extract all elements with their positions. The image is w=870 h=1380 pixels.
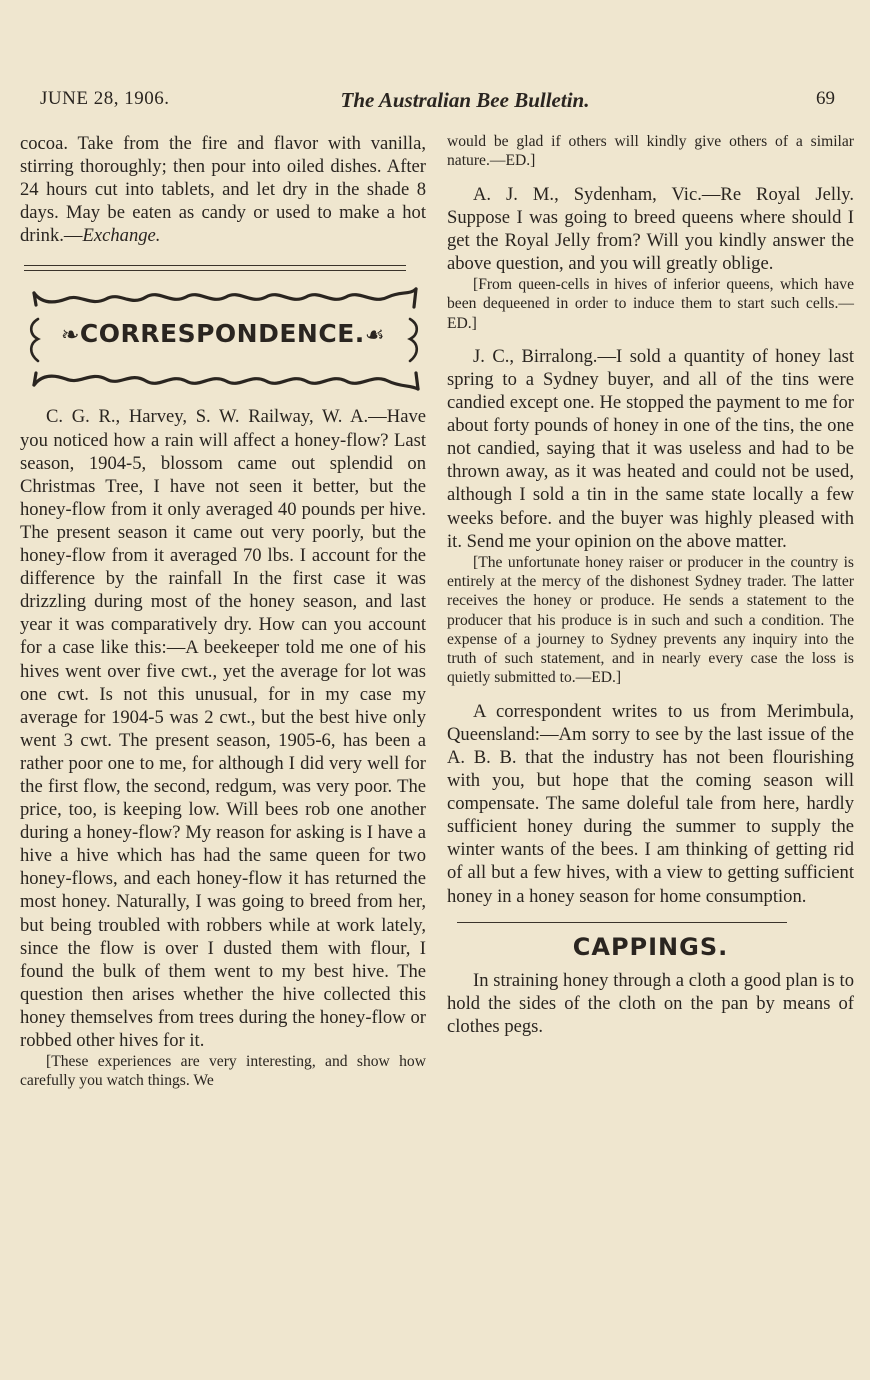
editor-reply-jc: [The unfortunate honey raiser or producer in the country is entirely at the mercy of the dishonest Sydney trader. The latter receives the honey or produce. He sends a statement to the producer that his produce is in such and such a condition. The expense of a journey to Sydney prevents any inquiry into the truth of such statement, and in nearly every case the loss is quietly submitted to.—ED.] bbox=[447, 553, 854, 687]
letter-jc: J. C., Birralong.—I sold a quantity of honey last spring to a Sydney buyer, and all of the tins were candied except one. He stopped the payment to me for about forty pounds of honey in one of the tins, the one not candied, saying that it was useless and had to be thrown away, as it was heated and could not be used, although I sold a tin in the same state locally a few weeks before. and the buyer was highly pleased with it. Send me your opinion on the above matter. bbox=[447, 345, 854, 552]
fleuron-right-icon: ☙ bbox=[364, 323, 386, 349]
recipe-source: Exchange. bbox=[82, 225, 161, 247]
left-column bbox=[20, 132, 426, 1091]
section-divider bbox=[24, 265, 406, 271]
recipe-paragraph: cocoa. Take from the fire and flavor with vanilla, stirring thoroughly; then pour into oiled dishes. After 24 hours cut into tablets, and let dry in the shade 8 days. May be eaten as candy or used to make a hot drink.—Exchange. bbox=[20, 133, 426, 247]
cappings-paragraph: In straining honey through a cloth a good plan is to hold the sides of the cloth on the pan by means of clothes pegs. bbox=[447, 969, 854, 1037]
page-number: 69 bbox=[816, 88, 835, 109]
editor-reply-ajm: [From queen-cells in hives of inferior queens, which have been dequeened in order to induce them to start such cells.—ED.] bbox=[447, 275, 854, 332]
right-column bbox=[447, 132, 854, 1038]
page-header bbox=[40, 88, 835, 114]
letter-cgr: C. G. R., Harvey, S. W. Railway, W. A.—Have you noticed how a rain will affect a honey-flow? Last season, 1904-5, blossom came out splendid on Christmas Tree, I have not seen it better, but the honey-flow from it only averaged 40 pounds per hive. The present season it came out very poorly, but the honey-flow from it averaged 70 lbs. I account for the difference by the rainfall In the first case it was drizzling during most of the honey season, and last year it was comparatively dry. How can you account for a case like this:—A beekeeper told me one of his hives went over five cwt., yet the average for lot was one cwt. Is not this unusual, for in my case my average for 1904-5 was 2 cwt., but the best hive only went 3 cwt. The present season, 1905-6, has been a rather poor one to me, for although I did very well for the first flow, the second, redgum, was very poor. The price, too, is keeping low. Will bees rob one another during a honey-flow? My reason for asking is I have a hive a hive which has had the same queen for two honey-flows, and each honey-flow it has returned the most honey. Naturally, I was going to breed from her, but being troubled with robbers while at work lately, since the flow is over I dusted them with flour, I found the bulk of them went to my best hive. The question then arises whether the hive collected this honey themselves from trees during the honey-flow or robbed other hives for it. bbox=[20, 406, 426, 1051]
editor-reply-cgr: [These experiences are very interesting, and show how carefully you watch things. We bbox=[20, 1053, 426, 1090]
letter-merimbula: A correspondent writes to us from Merimbula, Queensland:—Am sorry to see by the last issue of the A. B. B. that the industry has not been flourishing with you, but hope that the coming season will compensate. The same doleful tale from here, hardly sufficient honey during the summer to supply the winter wants of the bees. I am thinking of getting rid of all but a few hives, with a view to getting sufficient honey in a honey season for home consumption. bbox=[447, 700, 854, 907]
section-title: ❧CORRESPONDENCE.☙ bbox=[60, 319, 386, 349]
issue-date: JUNE 28, 1906. bbox=[40, 88, 170, 109]
editor-reply-cgr-continued: would be glad if others will kindly give others of a similar nature.—ED.] bbox=[447, 133, 854, 170]
cappings-divider bbox=[457, 922, 787, 923]
cappings-heading: CAPPINGS. bbox=[572, 932, 729, 961]
fleuron-left-icon: ❧ bbox=[60, 323, 80, 349]
correspondence-banner bbox=[20, 285, 426, 395]
letter-ajm: A. J. M., Sydenham, Vic.—Re Royal Jelly. Suppose I was going to breed queens where should I get the Royal Jelly from? Will you kindly answer the above question, and you will greatly oblige. bbox=[447, 183, 854, 274]
publication-title: The Australian Bee Bulletin. bbox=[340, 88, 590, 112]
